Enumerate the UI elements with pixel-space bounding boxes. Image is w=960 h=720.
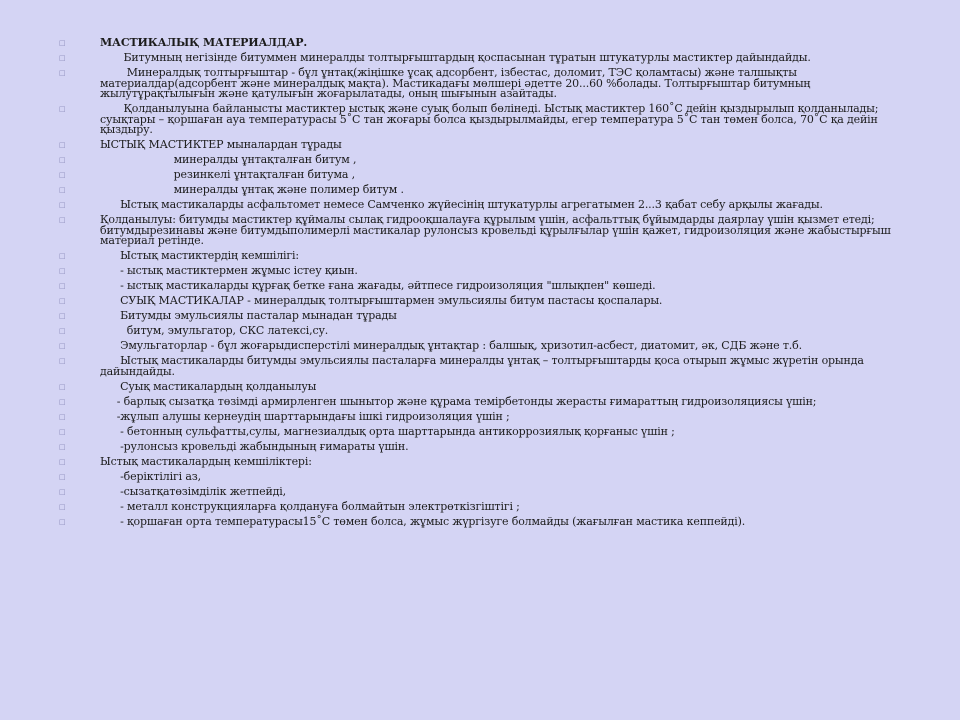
list-item [56, 454, 896, 468]
item-text: резинкелі ұнтақталған битума , [173, 168, 355, 182]
list-item [56, 424, 896, 438]
list-item [56, 379, 896, 393]
item-text: -беріктілігі аз, [120, 469, 201, 483]
bullet-square-icon: □ [59, 297, 66, 306]
item-indent [100, 294, 120, 307]
list-item [56, 50, 896, 64]
bullet-square-icon: □ [59, 457, 66, 466]
item-text: - бетонның сульфатты,сулы, магнезиалдық орта шарттарында антикоррозиялық қорғаныс үшін ; [120, 424, 675, 438]
list-item [56, 439, 896, 453]
item-text: - барлық сызатқа төзімді армирленген шынытор және құрама темірбетонды жерасты ғимараттың гидроизоляциясы үшін; [116, 394, 817, 408]
item-text: Битумның негізінде битуммен минералды толтырғыштардың қоспасынан тұратын штукатурлы мастиктер дайындайды. [123, 50, 811, 64]
bullet-square-icon: □ [59, 442, 66, 451]
item-text: Эмульгаторлар - бұл жоғарыдисперстілі минералдық ұнтақтар : балшық, хризотил-асбест, диатомит, әк, СДБ және т.б. [120, 339, 802, 353]
bullet-square-icon: □ [59, 68, 66, 77]
item-text: -жұлып алушы кернеудің шарттарындағы ішкі гидроизоляция үшін ; [116, 409, 510, 423]
item-text: -сызатқатөзімділік жетпейді, [120, 484, 287, 498]
list-item [56, 296, 896, 307]
list-item [56, 185, 896, 196]
list-item [56, 469, 896, 483]
list-item [56, 140, 896, 151]
bullet-square-icon: □ [59, 53, 66, 62]
bullet-square-icon: □ [59, 141, 66, 150]
bullet-square-icon: □ [59, 412, 66, 421]
item-text: Ыстық мастиктердің кемшілігі: [120, 249, 299, 263]
bullet-square-icon: □ [59, 39, 66, 47]
item-indent [100, 309, 120, 322]
list-item [56, 409, 896, 423]
bullet-square-icon: □ [59, 487, 66, 496]
item-text: Қолданылуына байланысты мастиктер ыстық және суық болып бөлінеді. Ыстық мастиктер 160˚С дейін қыздырылып қолданылады; суықтары – қоршаған ауа температурасы 5˚С тан жоғары болса қыздырылмайды, егер температура 5˚С тан төмен болса, 70˚С қа дейін қыздыру. [100, 102, 879, 137]
item-text: минералды ұнтақ және полимер битум . [173, 183, 404, 197]
bullet-square-icon: □ [59, 282, 66, 291]
item-text: Ыстық мастикаларды асфальтомет немесе Самченко жүйесінің штукатурлы агрегатымен 2...3 қабат себу арқылы жағады. [120, 198, 823, 212]
item-indent [100, 51, 123, 64]
bullet-square-icon: □ [59, 252, 66, 261]
item-text: - ыстық мастикаларды құрғақ бетке ғана жағады, әйтпесе гидроизоляция "шлықпен" көшеді. [120, 279, 656, 293]
item-text: Ыстық мастикаларды битумды эмульсиялы пасталарға минералды ұнтақ – толтырғыштарды қоса отырып жұмыс жүретін орында дайындайды. [100, 354, 864, 378]
content-list [56, 38, 896, 532]
list-item [56, 170, 896, 181]
list-item [56, 104, 896, 136]
list-item [56, 499, 896, 513]
bullet-square-icon: □ [59, 502, 66, 511]
item-text: Ыстық мастикалардың кемшіліктері: [100, 454, 312, 468]
item-indent [100, 380, 120, 393]
bullet-square-icon: □ [59, 397, 66, 406]
item-indent [100, 339, 120, 352]
list-item [56, 65, 896, 101]
item-indent [100, 440, 120, 453]
item-indent [100, 485, 120, 498]
item-text: Қолданылуы: битумды мастиктер құймалы сылақ гидрооқшалауға құрылым үшін, асфальттық бұйымдарды даярлау үшін қызмет етеді; битумдырезинавы және битумдыполимерлі мастикалар рулонсыз кровельді құрылғылар үшін қажет, гидроизоляция және жабыстырғыш материал ретінде. [100, 213, 891, 248]
item-text: - металл конструкцияларға қолдануға болмайтын электрөткізгіштігі ; [120, 499, 520, 513]
list-item [56, 200, 896, 211]
bullet-square-icon: □ [59, 105, 66, 114]
bullet-square-icon: □ [59, 472, 66, 481]
bullet-square-icon: □ [59, 186, 66, 195]
item-indent [100, 395, 117, 408]
list-item [56, 215, 896, 247]
list-item [56, 484, 896, 498]
item-indent [100, 515, 120, 528]
item-text: Минералдық толтырғыштар - бұл ұнтақ(жіңішке ұсақ адсорбент, ізбестас, доломит, ТЭС қоламтасы) және талшықты материалдар(адсорбент және минералдық мақта). Мастикадағы мөлшері әдетте 20...60 %болады. Толтырғыштар битумның жылутұрақтылығын және қатулығын жоғарылатады, оның шығынын азайтады. [100, 65, 811, 101]
list-item [56, 251, 896, 262]
item-indent [100, 279, 120, 292]
item-text: МАСТИКАЛЫҚ МАТЕРИАЛДАР. [100, 36, 308, 49]
bullet-square-icon: □ [59, 357, 66, 366]
item-text: Суық мастикалардың қолданылуы [120, 379, 317, 393]
list-item [56, 326, 896, 337]
item-indent [100, 198, 120, 211]
item-indent [100, 183, 174, 196]
item-text: - қоршаған орта температурасы15˚С төмен болса, жұмыс жүргізуге болмайды (жағылған мастика кеппейді). [120, 514, 746, 528]
item-text: - ыстық мастиктермен жұмыс істеу қиын. [120, 264, 358, 278]
item-indent [100, 168, 174, 181]
item-indent [100, 425, 120, 438]
list-item [56, 311, 896, 322]
item-indent [100, 249, 120, 262]
list-item [56, 281, 896, 292]
bullet-square-icon: □ [59, 382, 66, 391]
item-text: Битумды эмульсиялы пасталар мынадан тұрады [120, 309, 397, 323]
bullet-square-icon: □ [59, 201, 66, 210]
bullet-square-icon: □ [59, 427, 66, 436]
item-text: ЫСТЫҚ МАСТИКТЕР мыналардан тұрады [100, 138, 342, 152]
item-text: СУЫҚ МАСТИКАЛАР - минералдық толтырғыштармен эмульсиялы битум пастасы қоспалары. [120, 294, 663, 308]
list-item [56, 155, 896, 166]
bullet-square-icon: □ [59, 342, 66, 351]
bullet-square-icon: □ [59, 171, 66, 180]
item-indent [100, 500, 120, 513]
bullet-square-icon: □ [59, 216, 66, 225]
list-item [56, 514, 896, 528]
list-item [56, 356, 896, 377]
item-indent [100, 264, 120, 277]
item-text: битум, эмульгатор, СКС латексі,су. [123, 324, 329, 338]
list-item [56, 266, 896, 277]
bullet-square-icon: □ [59, 312, 66, 321]
item-indent [100, 410, 117, 423]
list-item [56, 394, 896, 408]
item-indent [100, 470, 120, 483]
list-item [56, 341, 896, 352]
item-indent [100, 153, 174, 166]
slide-title [56, 38, 896, 49]
item-indent [100, 324, 123, 337]
item-text: -рулонсыз кровельді жабындының ғимараты үшін. [120, 439, 409, 453]
bullet-square-icon: □ [59, 517, 66, 526]
bullet-square-icon: □ [59, 267, 66, 276]
bullet-square-icon: □ [59, 156, 66, 165]
bullet-square-icon: □ [59, 327, 66, 336]
item-text: минералды ұнтақталған битум , [173, 153, 357, 167]
